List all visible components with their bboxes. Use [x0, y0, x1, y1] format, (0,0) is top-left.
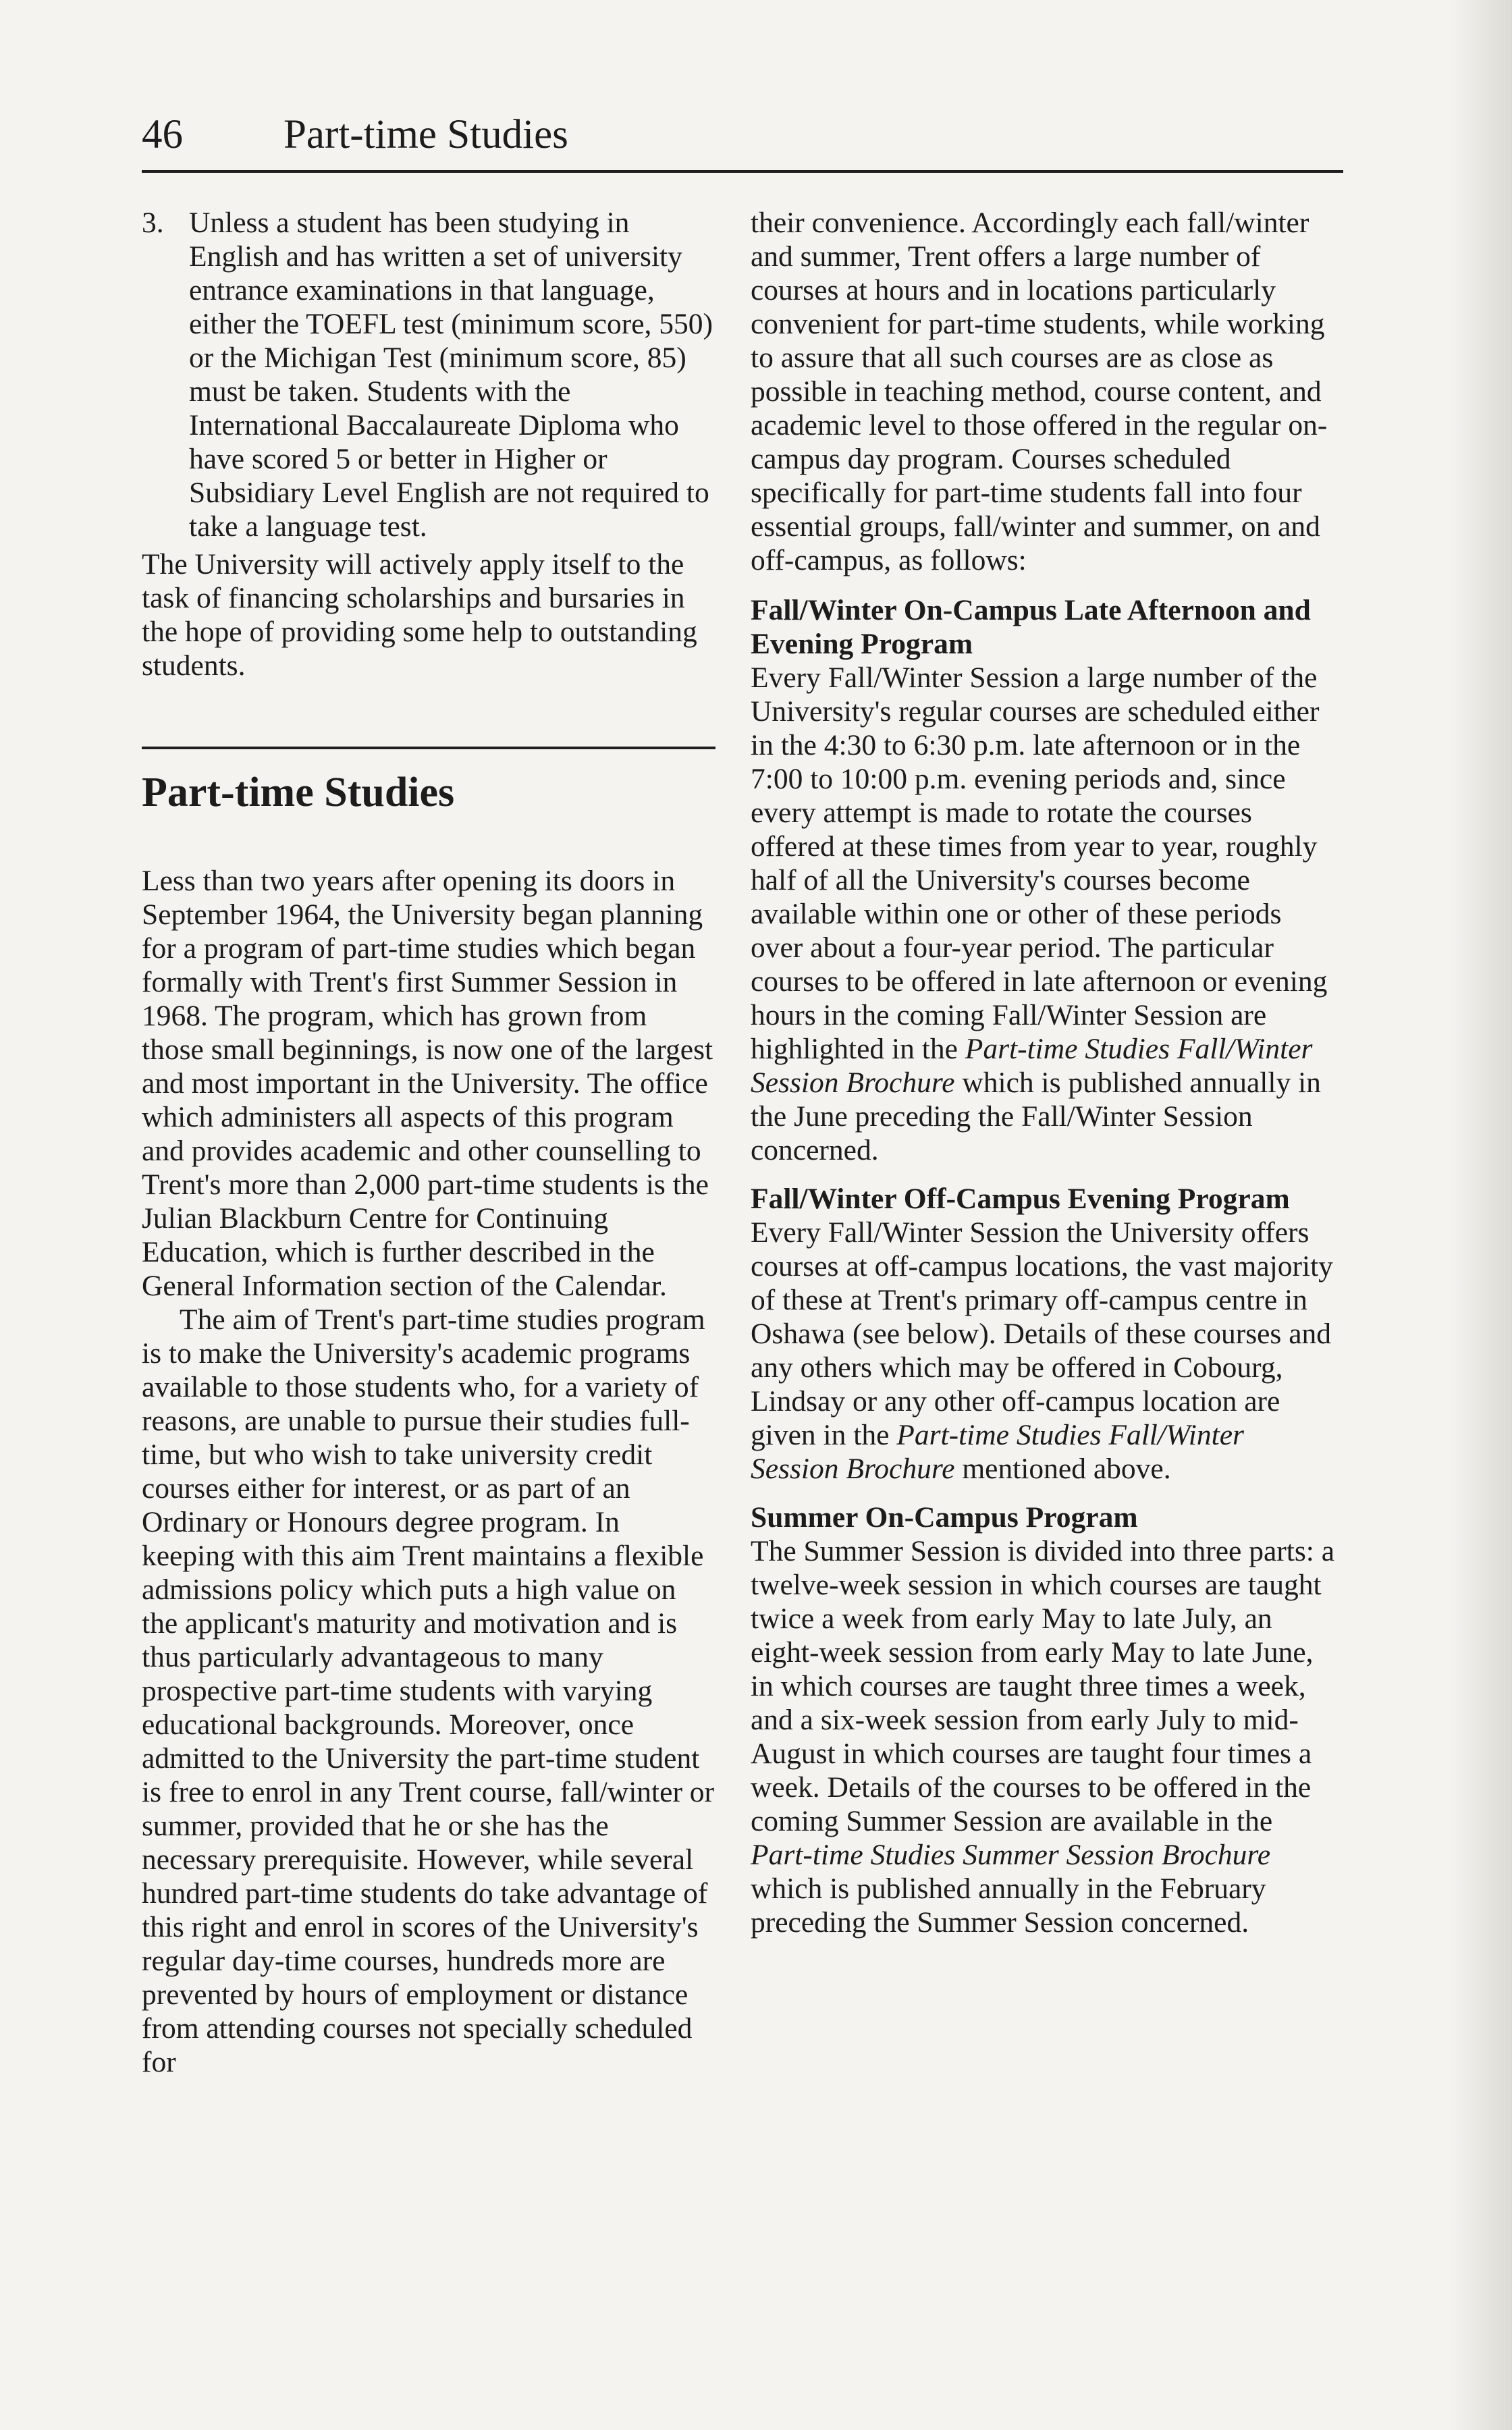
subheading-fall-winter-off-campus: Fall/Winter Off-Campus Evening Program — [751, 1183, 1290, 1215]
running-title: Part-time Studies — [284, 112, 568, 157]
page-header — [142, 101, 1343, 176]
intro-paragraph: Less than two years after opening its doors in September 1964, the University began planning for a program of part-time studies which began formally with Trent's first Summer Session in 1968. The program, which has grown from those small beginnings, is now one of the largest and most important in the University. The office which administers all aspects of this program and provides academic and other counselling to Trent's more than 2,000 part-time students is the Julian Blackburn Centre for Continuing Education, which is further described in the General Information section of the Calendar. — [142, 865, 713, 1302]
paragraph-text: Every Fall/Winter Session the University offers courses at off-campus locations, the vast majority of these at Trent's primary off-campus centre in Oshawa (see below). Details of these courses and any others which may be offered in Cobourg, Lindsay or any other off-campus location are given in the — [751, 1216, 1333, 1451]
brochure-title: Part-time Studies Fall/Winter Session Brochure — [751, 1033, 1313, 1099]
continuation-paragraph: their convenience. Accordingly each fall/winter and summer, Trent offers a large number of courses at hours and in locations particularly convenient for part-time students, while working to assure that all such courses are as close as possible in teaching method, course content, and academic level to those offered in the regular on-campus day program. Courses scheduled specifically for part-time students fall into four essential groups, fall/winter and summer, on and off-campus, as follows: — [751, 207, 1328, 576]
paragraph-summer-on-campus — [751, 1534, 1338, 1939]
paragraph-text: The Summer Session is divided into three parts: a twelve-week session in which courses are taught twice a week from early May to late July, an eight-week session from early May to late June, in which courses are taught three times a week, and a six-week session from early July to mid-August in which courses are taught four times a week. Details of the courses to be offered in the coming Summer Session are available in the — [751, 1535, 1335, 1837]
paragraph-fall-winter-off-campus — [751, 1216, 1338, 1486]
page-edge-shadow — [1451, 0, 1512, 2430]
section-rule — [142, 747, 716, 749]
list-item-3 — [142, 206, 716, 543]
brochure-title: Part-time Studies Fall/Winter Session Brochure — [751, 1419, 1244, 1485]
right-column — [751, 206, 1338, 1939]
paragraph-fall-winter-on-campus — [751, 661, 1338, 1167]
page-number: 46 — [142, 112, 183, 157]
paragraph-text: which is published annually in the June preceding the Fall/Winter Session concerned. — [751, 1066, 1321, 1166]
header-rule — [142, 170, 1343, 173]
paragraph-text: Every Fall/Winter Session a large number of the University's regular courses are scheduled either in the 4:30 to 6:30 p.m. late afternoon or in the 7:00 to 10:00 p.m. evening periods and, since every attempt is made to rotate the courses offered at these times from year to year, roughly half of all the University's courses become available within one or other of these periods over about a four-year period. The particular courses to be offered in late afternoon or evening hours in the coming Fall/Winter Session are highlighted in the — [751, 662, 1328, 1065]
paragraph-text: mentioned above. — [962, 1453, 1171, 1485]
list-item-text: Unless a student has been studying in English and has written a set of university entrance examinations in that language, either the TOEFL test (minimum score, 550) or the Michigan Test (minimum score, 85) must be taken. Students with the International Baccalaureate Diploma who have scored 5 or better in Higher or Subsidiary Level English are not required to take a language test. — [189, 207, 713, 543]
paragraph-text: which is published annually in the February preceding the Summer Session concerned. — [751, 1872, 1266, 1939]
financing-paragraph: The University will actively apply itself to the task of financing scholarships and bursaries in the hope of providing some help to outstanding students. — [142, 548, 697, 682]
section-heading: Part-time Studies — [142, 770, 455, 815]
subheading-summer-on-campus: Summer On-Campus Program — [751, 1501, 1138, 1534]
list-item-number: 3. — [142, 207, 164, 239]
brochure-title: Part-time Studies Summer Session Brochure — [751, 1839, 1271, 1871]
aim-paragraph: The aim of Trent's part-time studies program is to make the University's academic programs available to those students who, for a variety of reasons, are unable to pursue their studies full-time, but who wish to take university credit courses either for interest, or as part of an Ordinary or Honours degree program. In keeping with this aim Trent maintains a flexible admissions policy which puts a high value on the applicant's maturity and motivation and is thus particularly advantageous to many prospective part-time students with varying educational backgrounds. Moreover, once admitted to the University the part-time student is free to enrol in any Trent course, fall/winter or summer, provided that he or she has the necessary prerequisite. However, while several hundred part-time students do take advantage of this right and enrol in scores of the University's regular day-time courses, hundreds more are prevented by hours of employment or distance from attending courses not specially scheduled for — [142, 1303, 715, 2078]
left-column — [142, 206, 716, 2079]
subheading-fall-winter-on-campus: Fall/Winter On-Campus Late Afternoon and Evening Program — [751, 594, 1311, 660]
